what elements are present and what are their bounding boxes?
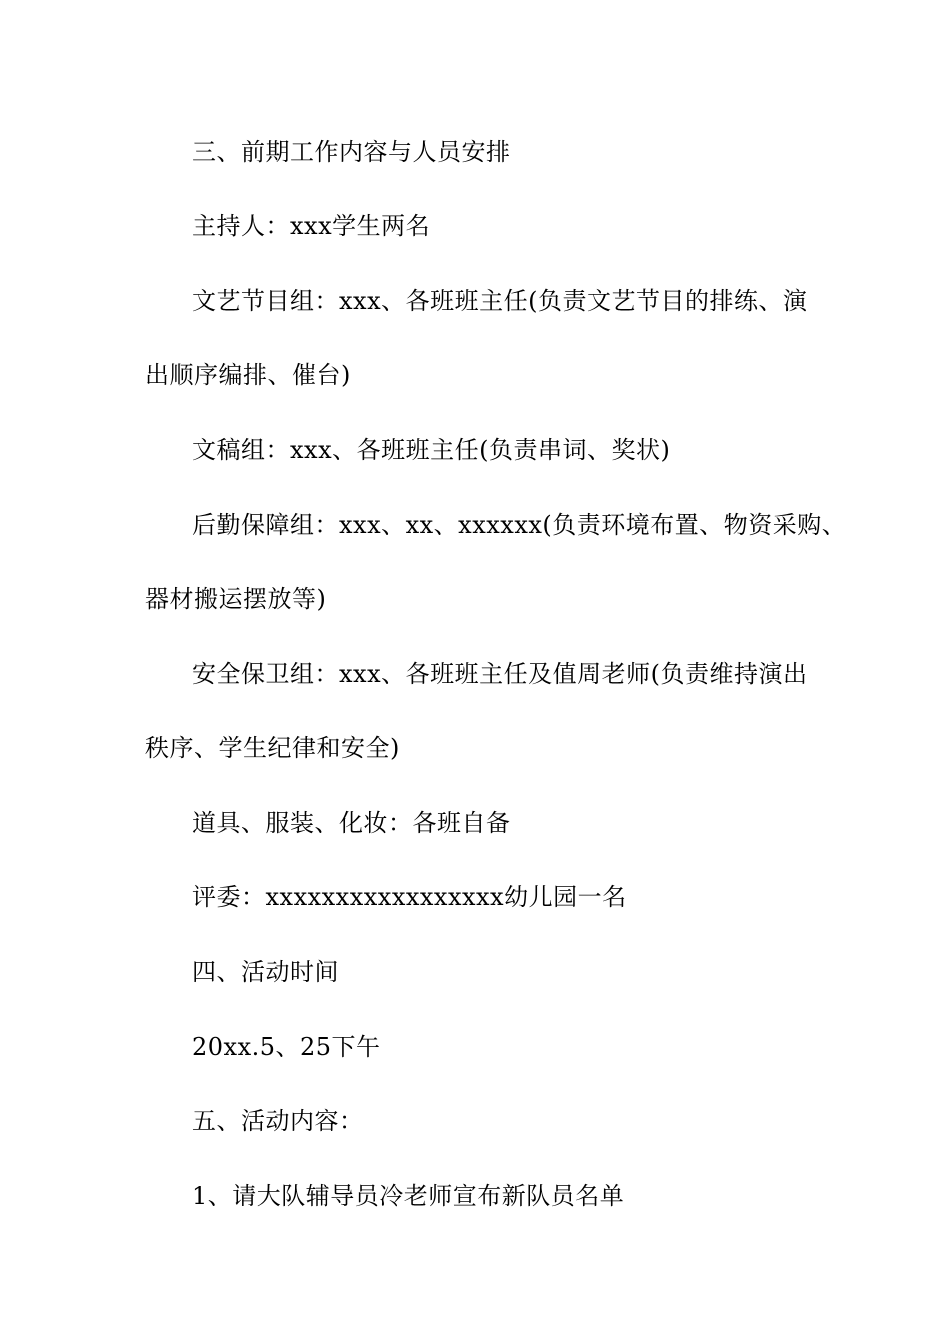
paragraph-script-group: 文稿组：xxx、各班班主任(负责串词、奖状) <box>192 436 671 464</box>
paragraph-arts-group: 文艺节目组：xxx、各班班主任(负责文艺节目的排练、演 <box>192 287 808 315</box>
paragraph-props: 道具、服装、化妆：各班自备 <box>192 809 511 837</box>
paragraph-host: 主持人：xxx学生两名 <box>192 212 431 240</box>
paragraph-logistics-group-continued: 器材搬运摆放等) <box>145 585 327 613</box>
paragraph-security-group-continued: 秩序、学生纪律和安全) <box>145 734 400 762</box>
paragraph-event-time: 20xx.5、25下午 <box>192 1033 381 1061</box>
paragraph-judges: 评委：xxxxxxxxxxxxxxxxx幼儿园一名 <box>192 883 627 911</box>
list-item-1: 1、请大队辅导员冷老师宣布新队员名单 <box>192 1182 625 1210</box>
paragraph-security-group: 安全保卫组：xxx、各班班主任及值周老师(负责维持演出 <box>192 660 808 688</box>
section-heading-5: 五、活动内容： <box>192 1107 364 1135</box>
paragraph-arts-group-continued: 出顺序编排、催台) <box>145 361 351 389</box>
paragraph-logistics-group: 后勤保障组：xxx、xx、xxxxxx(负责环境布置、物资采购、 <box>192 511 847 539</box>
section-heading-4: 四、活动时间 <box>192 958 339 986</box>
section-heading-3: 三、前期工作内容与人员安排 <box>192 138 511 166</box>
